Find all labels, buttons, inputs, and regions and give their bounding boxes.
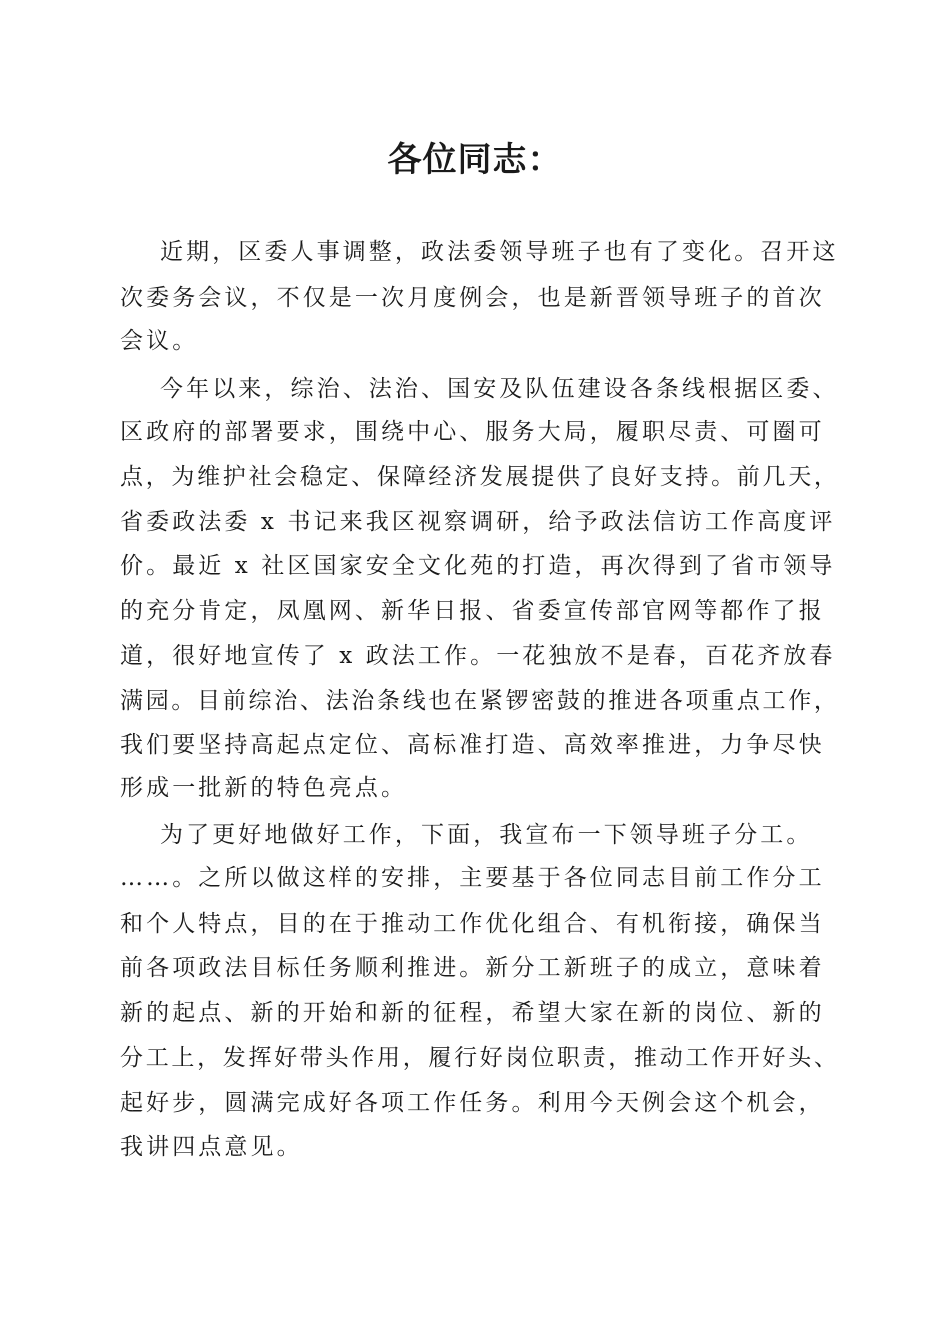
text-line: 道，很好地宣传了 x 政法工作。一花独放不是春，百花齐放春 (120, 643, 836, 669)
text-line: 前各项政法目标任务顺利推进。新分工新班子的成立，意味着 (120, 955, 825, 981)
document-title: 各位同志： (387, 140, 563, 180)
text-line: 新的起点、新的开始和新的征程，希望大家在新的岗位、新的 (120, 1000, 825, 1026)
text-line: 我讲四点意见。 (120, 1134, 303, 1160)
text-line: 今年以来，综治、法治、国安及队伍建设各条线根据区委、 (160, 376, 839, 402)
text-line: 形成一批新的特色亮点。 (120, 775, 408, 801)
text-line: 和个人特点，目的在于推动工作优化组合、有机衔接，确保当 (120, 911, 825, 937)
text-line: ……。之所以做这样的安排，主要基于各位同志目前工作分工 (120, 865, 825, 891)
text-line: 省委政法委 x 书记来我区视察调研，给予政法信访工作高度评 (120, 509, 836, 535)
text-line: 会议。 (120, 328, 199, 354)
text-line: 为了更好地做好工作，下面，我宣布一下领导班子分工。 (160, 822, 813, 848)
text-line: 价。最近 x 社区国家安全文化苑的打造，再次得到了省市领导 (120, 553, 836, 579)
text-line: 区政府的部署要求，围绕中心、服务大局，履职尽责、可圈可 (120, 419, 825, 445)
text-line: 的充分肯定，凤凰网、新华日报、省委宣传部官网等都作了报 (120, 598, 825, 624)
text-line: 次委务会议，不仅是一次月度例会，也是新晋领导班子的首次 (120, 285, 825, 311)
text-line: 点，为维护社会稳定、保障经济发展提供了良好支持。前几天， (120, 464, 840, 490)
text-line: 满园。目前综治、法治条线也在紧锣密鼓的推进各项重点工作， (120, 688, 840, 714)
text-line: 近期，区委人事调整，政法委领导班子也有了变化。召开这 (160, 239, 839, 265)
text-line: 我们要坚持高起点定位、高标准打造、高效率推进，力争尽快 (120, 732, 825, 758)
text-line: 起好步，圆满完成好各项工作任务。利用今天例会这个机会， (120, 1090, 825, 1116)
text-line: 分工上，发挥好带头作用，履行好岗位职责，推动工作开好头、 (120, 1045, 840, 1071)
